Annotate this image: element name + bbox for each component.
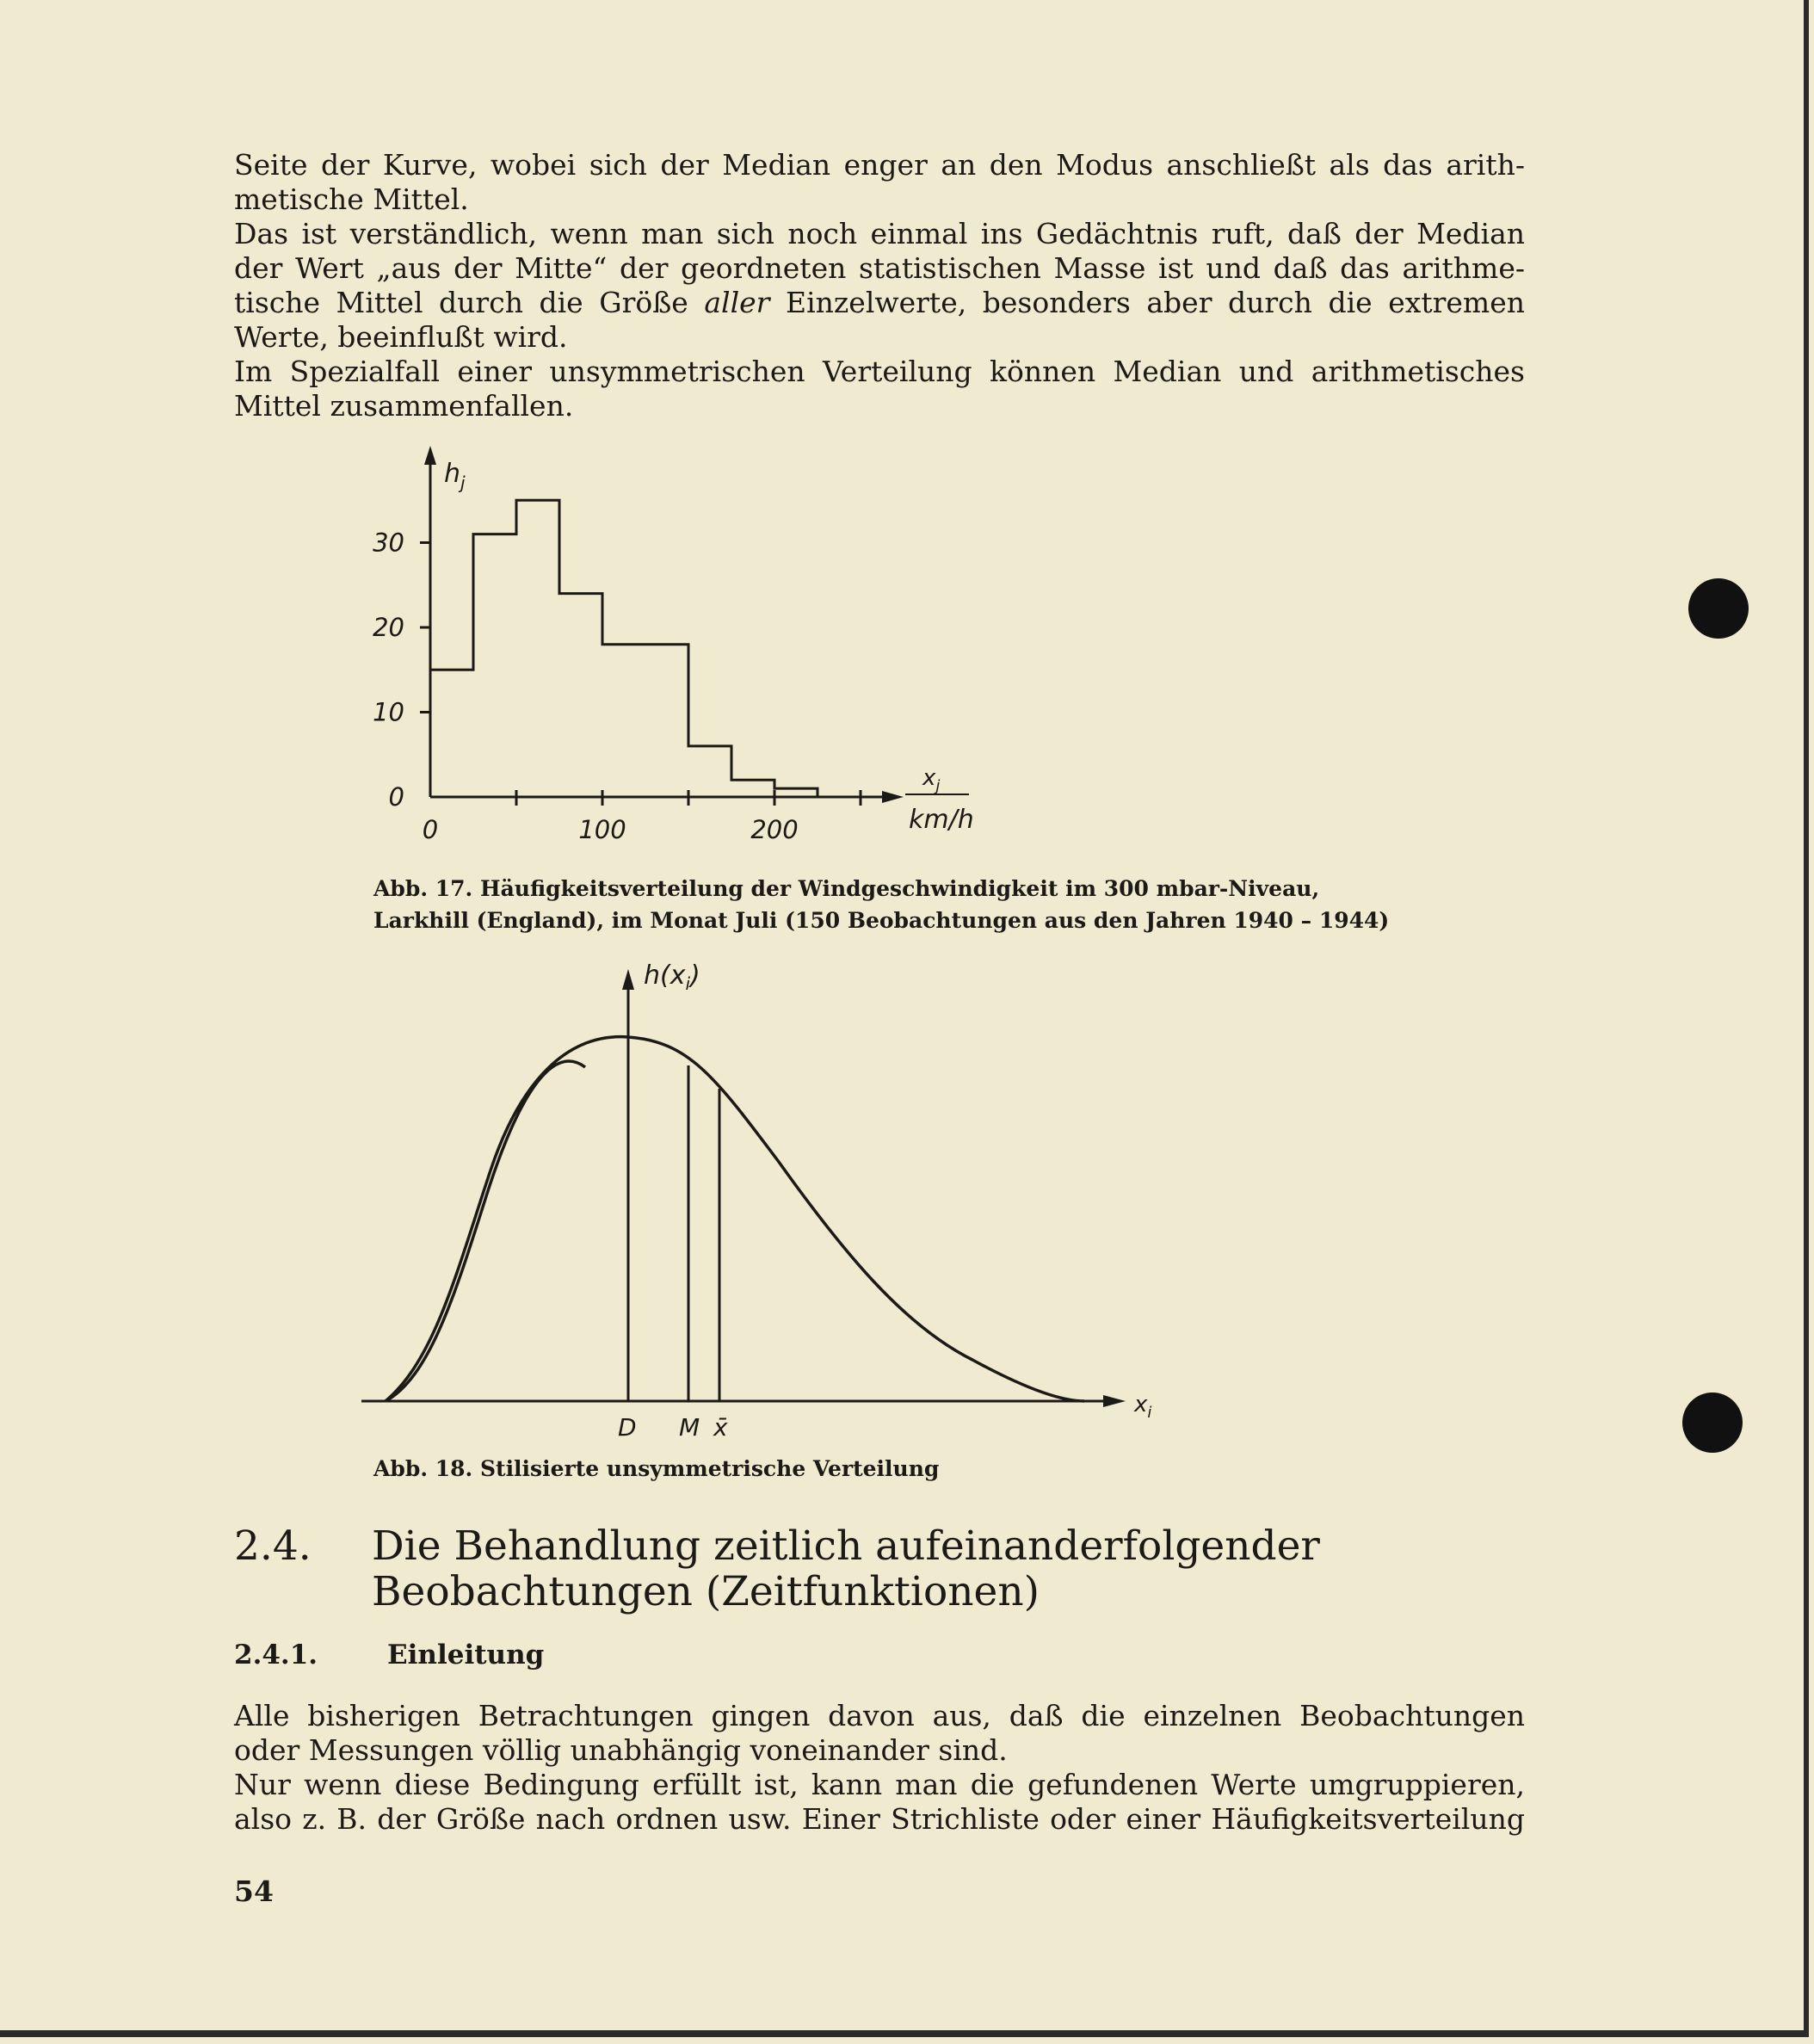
y-axis-label: $h_j$: [444, 459, 466, 493]
y-tick-label: 20: [373, 613, 404, 642]
text-run: tische Mittel durch die Größe: [234, 286, 705, 319]
y-tick-label: 10: [373, 697, 404, 727]
x-axis-arrow: [1103, 1395, 1126, 1407]
section-number: 2.4.: [234, 1522, 312, 1570]
y-axis-label: $h(x_i)$: [644, 960, 700, 994]
distribution-curve: [386, 1037, 1084, 1401]
subsection-title: Einleitung: [387, 1640, 545, 1670]
figure-18-caption: Abb. 18. Stilisierte unsymmetrische Verteilung: [373, 1456, 940, 1481]
text-run: Einzelwerte, besonders aber durch die extremen: [769, 286, 1525, 319]
text-line: Das ist verständlich, wenn man sich noch einmal ins Gedächtnis ruft, daß der Median: [234, 217, 1525, 250]
marker-label-D: D: [618, 1413, 637, 1442]
y-tick-label: 30: [373, 528, 404, 558]
marker-label-xbar: x̄: [713, 1413, 728, 1442]
section-title: Die Behandlung zeitlich aufeinanderfolgender Beobachtungen (Zeitfunktionen): [372, 1522, 1320, 1615]
emphasis-aller: aller: [704, 286, 770, 319]
text-line: der Wert „aus der Mitte“ der geordneten statistischen Masse ist und daß das arithme-: [234, 251, 1525, 285]
text-line: Mittel zusammenfallen.: [234, 389, 574, 423]
text-line: Seite der Kurve, wobei sich der Median enger an den Modus anschließt als das arith-: [234, 148, 1525, 182]
x-tick-label: 200: [750, 815, 799, 844]
text-line: Nur wenn diese Bedingung erfüllt ist, kann man die gefundenen Werte umgruppieren,: [234, 1768, 1525, 1801]
marker-label-M: M: [679, 1413, 700, 1442]
x-axis-label: $x_i$: [1134, 1392, 1152, 1422]
text-line: metische Mittel.: [234, 182, 469, 216]
text-line: oder Messungen völlig unabhängig voneinander sind.: [234, 1733, 1008, 1767]
text-line: Im Spezialfall einer unsymmetrischen Verteilung können Median und arithmetisches: [234, 355, 1525, 388]
text-line: Werte, beeinflußt wird.: [234, 320, 568, 354]
x-tick-label: 0: [422, 815, 439, 844]
y-tick-label: 0: [388, 782, 404, 812]
subsection-number: 2.4.1.: [234, 1640, 318, 1670]
x-tick-label: 100: [578, 815, 626, 844]
text-line: Alle bisherigen Betrachtungen gingen davon aus, daß die einzelnen Beobachtungen: [234, 1699, 1525, 1732]
caption-line: Abb. 17. Häufigkeitsverteilung der Windgeschwindigkeit im 300 mbar-Niveau,: [373, 876, 1320, 901]
body-text: [234, 1699, 1525, 1837]
y-axis-arrow: [622, 969, 634, 990]
text-line: also z. B. der Größe nach ordnen usw. Einer Strichliste oder einer Häufigkeitsverteilung: [234, 1802, 1525, 1836]
caption-line: Larkhill (England), im Monat Juli (150 Beobachtungen aus den Jahren 1940 – 1944): [373, 908, 1390, 933]
page-number: 54: [234, 1874, 274, 1908]
x-axis-unit: km/h: [909, 805, 974, 835]
x-axis-label: $x_j$: [922, 765, 941, 795]
